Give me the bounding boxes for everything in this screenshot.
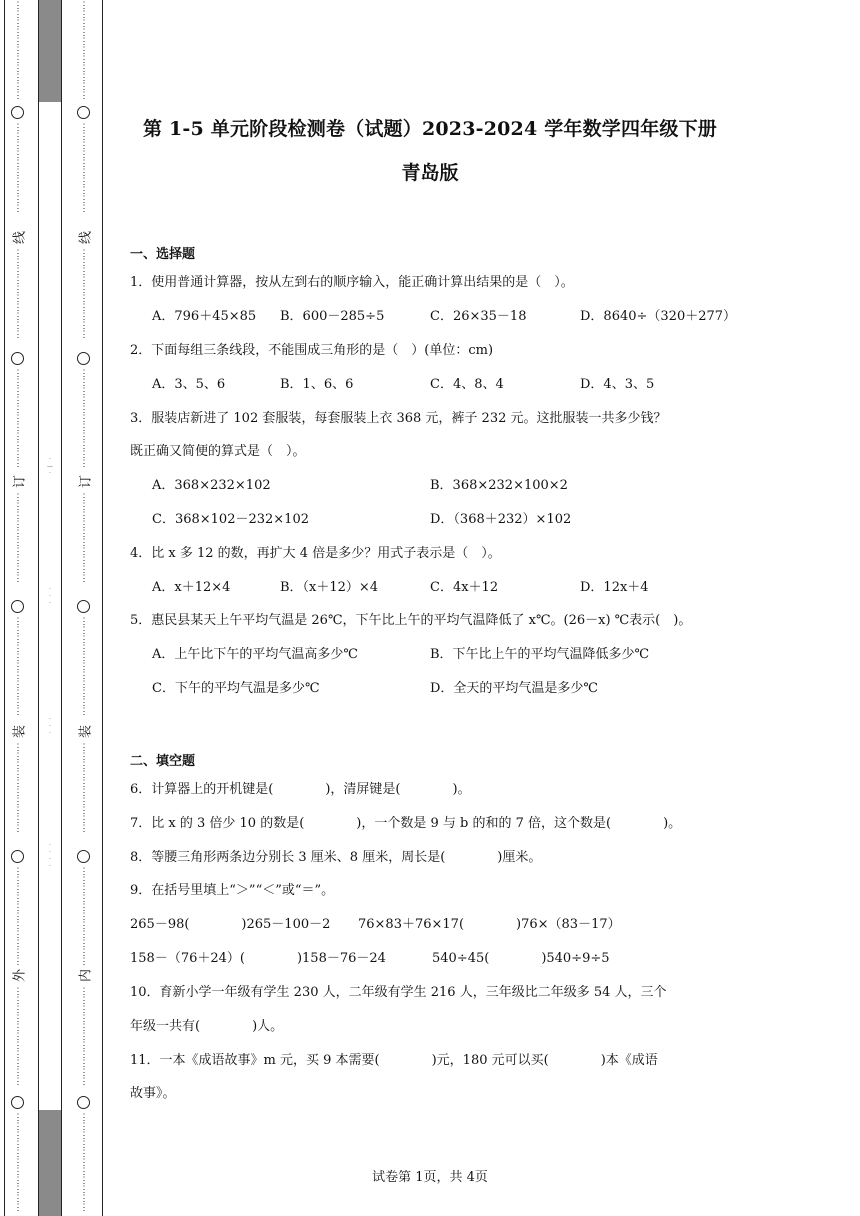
q2-option-b: B．1、6、6 — [280, 377, 354, 392]
dots: ⋮ ⋮ ⋮ ⋮ ⋮ ⋮ ⋮ ⋮ ⋮ ⋮ ⋮ — [13, 617, 23, 717]
q9-compare-1b: 76×83＋76×17( )76×（83－17） — [358, 917, 621, 932]
ring-icon — [11, 1096, 24, 1109]
q9-compare-2a: 158－（76＋24）( )158－76－24 — [130, 951, 386, 966]
q4-option-b: B．（x＋12）×4 — [280, 580, 379, 595]
margin-left-column — [8, 0, 28, 1216]
margin-label-xian: 线 — [12, 231, 28, 245]
dots: ⋮ ⋮ ⋮ ⋮ ⋮ ⋮ ⋮ ⋮ ⋮ ⋮ ⋮ — [13, 369, 23, 469]
question-11-line2: 故事》。 — [130, 1086, 176, 1101]
q3-option-d: D．（368＋232）×102 — [430, 512, 572, 527]
ring-icon — [11, 600, 24, 613]
dots: ⋮ ⋮ ⋮ ⋮ ⋮ ⋮ ⋮ ⋮ ⋮ ⋮ ⋮ — [13, 867, 23, 967]
dots: ⋮ ⋮ ⋮ ⋮ ⋮ ⋮ ⋮ ⋮ ⋮ ⋮ — [13, 123, 23, 214]
ring-icon — [77, 600, 90, 613]
page-footer: 试卷第 1页，共 4页 — [372, 1170, 488, 1185]
dots: ⋮ ⋮ ⋮ ⋮ ⋮ ⋮ ⋮ ⋮ ⋮ ⋮ ⋮ — [79, 867, 89, 967]
page-title: 第 1-5 单元阶段检测卷（试题）2023-2024 学年数学四年级下册 — [142, 118, 718, 140]
margin-right-column — [74, 0, 94, 1216]
dots: ⋮ ⋮ ⋮ ⋮ ⋮ ⋮ ⋮ ⋮ ⋮ ⋮ ⋮ — [79, 1113, 89, 1213]
dots: ⋮ ⋮ ⋮ ⋮ ⋮ ⋮ ⋮ ⋮ ⋮ ⋮ ⋮ — [79, 369, 89, 469]
q2-option-a: A．3、5、6 — [152, 377, 226, 392]
q1-option-b: B．600－285÷5 — [280, 309, 385, 324]
margin-label-ding: 订 — [12, 475, 28, 489]
q5-option-a: A．上午比下午的平均气温高多少℃ — [152, 647, 358, 662]
binding-shade-bottom — [39, 1110, 61, 1216]
question-9-stem: 9．在括号里填上“＞”“＜”或“＝”。 — [130, 883, 335, 898]
page-subtitle: 青岛版 — [401, 162, 459, 184]
question-6: 6．计算器上的开机键是( )，清屏键是( )。 — [130, 782, 471, 797]
q4-option-c: C．4x＋12 — [430, 580, 499, 595]
margin-label-zhuang: 装 — [78, 725, 94, 739]
margin-label-zhuang: 装 — [12, 725, 28, 739]
question-1-stem: 1．使用普通计算器，按从左到右的顺序输入，能正确计算出结果的是（ ）。 — [130, 275, 574, 290]
binding-gray-bar — [38, 0, 62, 1216]
dots: ⋮ ⋮ ⋮ ⋮ ⋮ ⋮ ⋮ ⋮ ⋮ ⋮ — [79, 123, 89, 214]
q9-compare-2b: 540÷45( )540÷9÷5 — [432, 951, 610, 966]
ring-icon — [77, 1096, 90, 1109]
question-7: 7．比 x 的 3 倍少 10 的数是( )，一个数是 9 与 b 的和的 7 倍，这个数是( )。 — [130, 816, 682, 831]
section-heading-fill: 二、填空题 — [130, 754, 196, 769]
q3-option-a: A．368×232×102 — [152, 478, 271, 493]
q5-option-c: C．下午的平均气温是多少℃ — [152, 681, 320, 696]
binding-shade-top — [39, 0, 61, 102]
q3-option-b: B．368×232×100×2 — [430, 478, 568, 493]
dots: ⋮ ⋮ ⋮ ⋮ ⋮ ⋮ ⋮ ⋮ ⋮ ⋮ ⋮ — [79, 987, 89, 1087]
margin-outer-line — [4, 0, 5, 1216]
question-10-line2: 年级一共有( )人。 — [130, 1019, 284, 1034]
ring-icon — [77, 352, 90, 365]
binding-mark: · · · · — [49, 842, 51, 870]
dots: ⋮ ⋮ ⋮ ⋮ ⋮ ⋮ ⋮ ⋮ ⋮ ⋮ ⋮ — [79, 617, 89, 717]
dots: ⋮ ⋮ ⋮ ⋮ ⋮ ⋮ ⋮ ⋮ ⋮ ⋮ — [79, 743, 89, 834]
dots: ⋮ ⋮ ⋮ ⋮ ⋮ ⋮ ⋮ ⋮ ⋮ ⋮ — [13, 743, 23, 834]
dots: ⋮ ⋮ ⋮ ⋮ ⋮ ⋮ ⋮ ⋮ ⋮ ⋮ — [79, 493, 89, 584]
q5-option-d: D．全天的平均气温是多少℃ — [430, 681, 598, 696]
q5-option-b: B．下午比上午的平均气温降低多少℃ — [430, 647, 650, 662]
question-11-line1: 11．一本《成语故事》m 元，买 9 本需要( )元，180 元可以买( )本《成语 — [130, 1053, 658, 1068]
margin-label-nei: 内 — [78, 969, 94, 983]
question-3-stem-line1: 3．服装店新进了 102 套服装，每套服装上衣 368 元，裤子 232 元。这批服装一共多少钱？ — [130, 411, 667, 426]
dots: ⋮ ⋮ ⋮ ⋮ ⋮ ⋮ ⋮ ⋮ ⋮ ⋮ — [79, 249, 89, 340]
question-2-stem: 2．下面每组三条线段，不能围成三角形的是（ ）(单位：cm) — [130, 343, 494, 358]
q3-option-c: C．368×102－232×102 — [152, 512, 309, 527]
question-10-line1: 10．育新小学一年级有学生 230 人，二年级有学生 216 人，三年级比二年级多 54 人，三个 — [130, 985, 667, 1000]
margin-inner-line — [102, 0, 103, 1216]
question-5-stem: 5．惠民县某天上午平均气温是 26℃，下午比上午的平均气温降低了 x℃。(26－x) ℃表示( )。 — [130, 613, 692, 628]
dots: ⋮ ⋮ ⋮ ⋮ ⋮ ⋮ ⋮ ⋮ ⋮ ⋮ — [13, 249, 23, 340]
dots: ⋮ ⋮ ⋮ ⋮ ⋮ ⋮ ⋮ ⋮ ⋮ ⋮ ⋮ — [13, 1, 23, 101]
ring-icon — [11, 850, 24, 863]
q1-option-d: D．8640÷（320＋277） — [580, 309, 737, 324]
ring-icon — [77, 106, 90, 119]
q2-option-d: D．4、3、5 — [580, 377, 655, 392]
margin-label-xian: 线 — [78, 231, 94, 245]
q1-option-a: A．796＋45×85 — [152, 309, 257, 324]
ring-icon — [11, 352, 24, 365]
q9-compare-1a: 265－98( )265－100－2 — [130, 917, 331, 932]
q4-option-a: A．x＋12×4 — [152, 580, 231, 595]
section-heading-choice: 一、选择题 — [130, 247, 196, 262]
binding-mark: · · · — [49, 716, 51, 737]
dots: ⋮ ⋮ ⋮ ⋮ ⋮ ⋮ ⋮ ⋮ ⋮ ⋮ ⋮ — [13, 1113, 23, 1213]
binding-mark: · — · — [47, 456, 53, 477]
dots: ⋮ ⋮ ⋮ ⋮ ⋮ ⋮ ⋮ ⋮ ⋮ ⋮ — [13, 493, 23, 584]
dots: ⋮ ⋮ ⋮ ⋮ ⋮ ⋮ ⋮ ⋮ ⋮ ⋮ ⋮ — [13, 987, 23, 1087]
question-4-stem: 4．比 x 多 12 的数，再扩大 4 倍是多少？用式子表示是（ ）。 — [130, 546, 501, 561]
ring-icon — [11, 106, 24, 119]
binding-mark: · · · — [49, 586, 51, 607]
q2-option-c: C．4、8、4 — [430, 377, 504, 392]
question-3-stem-line2: 既正确又简便的算式是（ ）。 — [130, 444, 306, 459]
margin-label-wai: 外 — [12, 969, 28, 983]
q4-option-d: D．12x＋4 — [580, 580, 649, 595]
ring-icon — [77, 850, 90, 863]
q1-option-c: C．26×35－18 — [430, 309, 527, 324]
question-8: 8．等腰三角形两条边分别长 3 厘米、8 厘米，周长是( )厘米。 — [130, 850, 542, 865]
dots: ⋮ ⋮ ⋮ ⋮ ⋮ ⋮ ⋮ ⋮ ⋮ ⋮ ⋮ — [79, 1, 89, 101]
binding-margin — [0, 0, 108, 1216]
margin-label-ding: 订 — [78, 475, 94, 489]
